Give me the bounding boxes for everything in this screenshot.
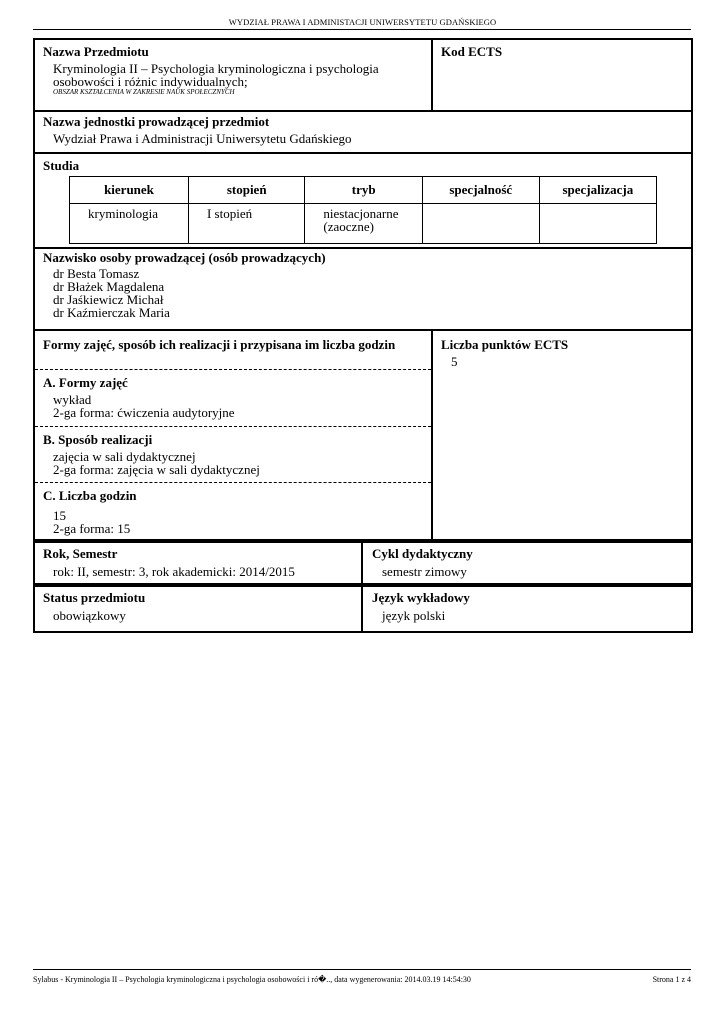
area-note: OBSZAR KSZTAŁCENIA W ZAKRESIE NAUK SPOŁECZNYCH xyxy=(53,88,235,96)
cell-kierunek: kryminologia xyxy=(70,204,189,244)
divider xyxy=(361,541,363,585)
studies-table xyxy=(69,176,657,244)
course-label: Nazwa Przedmiotu xyxy=(43,44,149,59)
lecturer-name: dr Besta Tomasz xyxy=(53,266,140,281)
table-row xyxy=(70,204,657,244)
cell-specjalizacja xyxy=(539,204,656,244)
ects-points-label: Liczba punktów ECTS xyxy=(441,337,569,352)
page-footer xyxy=(33,975,691,984)
status-label: Status przedmiotu xyxy=(43,590,146,605)
col-stopien: stopień xyxy=(188,177,304,204)
lecturer-name: dr Błażek Magdalena xyxy=(53,279,165,294)
year-label: Rok, Semestr xyxy=(43,546,118,561)
col-kierunek: kierunek xyxy=(70,177,189,204)
course-section xyxy=(33,38,693,112)
status-section xyxy=(33,583,693,633)
divider xyxy=(431,40,433,110)
dashed-divider xyxy=(35,482,431,483)
unit-value: Wydział Prawa i Administracji Uniwersytetu Gdańskiego xyxy=(53,131,352,146)
ects-points-value: 5 xyxy=(451,354,458,369)
forms-section xyxy=(33,329,693,543)
course-name-line2: osobowości i różnic indywidualnych; xyxy=(53,74,248,89)
ects-code-label: Kod ECTS xyxy=(441,44,503,59)
forms-b-value: zajęcia w sali dydaktycznej xyxy=(53,449,196,464)
table-header-row xyxy=(70,177,657,204)
cycle-value: semestr zimowy xyxy=(382,564,467,579)
cell-stopien: I stopień xyxy=(188,204,304,244)
col-specjalnosc: specjalność xyxy=(422,177,539,204)
year-section xyxy=(33,539,693,587)
lecturer-name: dr Kaźmierczak Maria xyxy=(53,305,170,320)
page-number: Strona 1 z 4 xyxy=(652,975,691,984)
divider xyxy=(431,331,433,541)
footer-text: Sylabus - Kryminologia II – Psychologia kryminologiczna i psychologia osobowości i ró�.., data wygenerowania: 2014.03.19 14:54:30 xyxy=(33,975,471,984)
forms-label: Formy zajęć, sposób ich realizacji i przypisana im liczba godzin xyxy=(43,337,396,352)
dashed-divider xyxy=(35,369,431,370)
unit-section xyxy=(33,108,693,154)
lecturer-name: dr Jaśkiewicz Michał xyxy=(53,292,164,307)
course-name-line1: Kryminologia II – Psychologia kryminologiczna i psychologia xyxy=(53,61,379,76)
footer-rule xyxy=(33,969,691,970)
cycle-label: Cykl dydaktyczny xyxy=(372,546,473,561)
unit-label: Nazwa jednostki prowadzącej przedmiot xyxy=(43,114,270,129)
studies-label: Studia xyxy=(43,158,80,173)
dashed-divider xyxy=(35,426,431,427)
status-value: obowiązkowy xyxy=(53,608,126,623)
language-label: Język wykładowy xyxy=(372,590,470,605)
year-value: rok: II, semestr: 3, rok akademicki: 2014/2015 xyxy=(53,564,295,579)
divider xyxy=(361,585,363,631)
header-rule xyxy=(33,29,691,30)
col-specjalizacja: specjalizacja xyxy=(539,177,656,204)
col-tryb: tryb xyxy=(305,177,423,204)
forms-a-label: A. Formy zajęć xyxy=(43,375,128,390)
forms-a-value: wykład xyxy=(53,392,92,407)
forms-c-value: 2-ga forma: 15 xyxy=(53,521,131,536)
forms-c-value: 15 xyxy=(53,508,66,523)
forms-b-value: 2-ga forma: zajęcia w sali dydaktycznej xyxy=(53,462,260,477)
forms-a-value: 2-ga forma: ćwiczenia audytoryjne xyxy=(53,405,235,420)
cell-tryb: niestacjonarne (zaoczne) xyxy=(305,204,423,244)
studies-section xyxy=(33,152,693,249)
language-value: język polski xyxy=(382,608,446,623)
page-header: WYDZIAŁ PRAWA I ADMINISTACJI UNIWERSYTETU GDAŃSKIEGO xyxy=(228,17,497,27)
cell-specjalnosc xyxy=(422,204,539,244)
lecturers-label: Nazwisko osoby prowadzącej (osób prowadzących) xyxy=(43,250,326,265)
lecturers-section xyxy=(33,245,693,331)
forms-c-label: C. Liczba godzin xyxy=(43,488,137,503)
forms-b-label: B. Sposób realizacji xyxy=(43,432,153,447)
